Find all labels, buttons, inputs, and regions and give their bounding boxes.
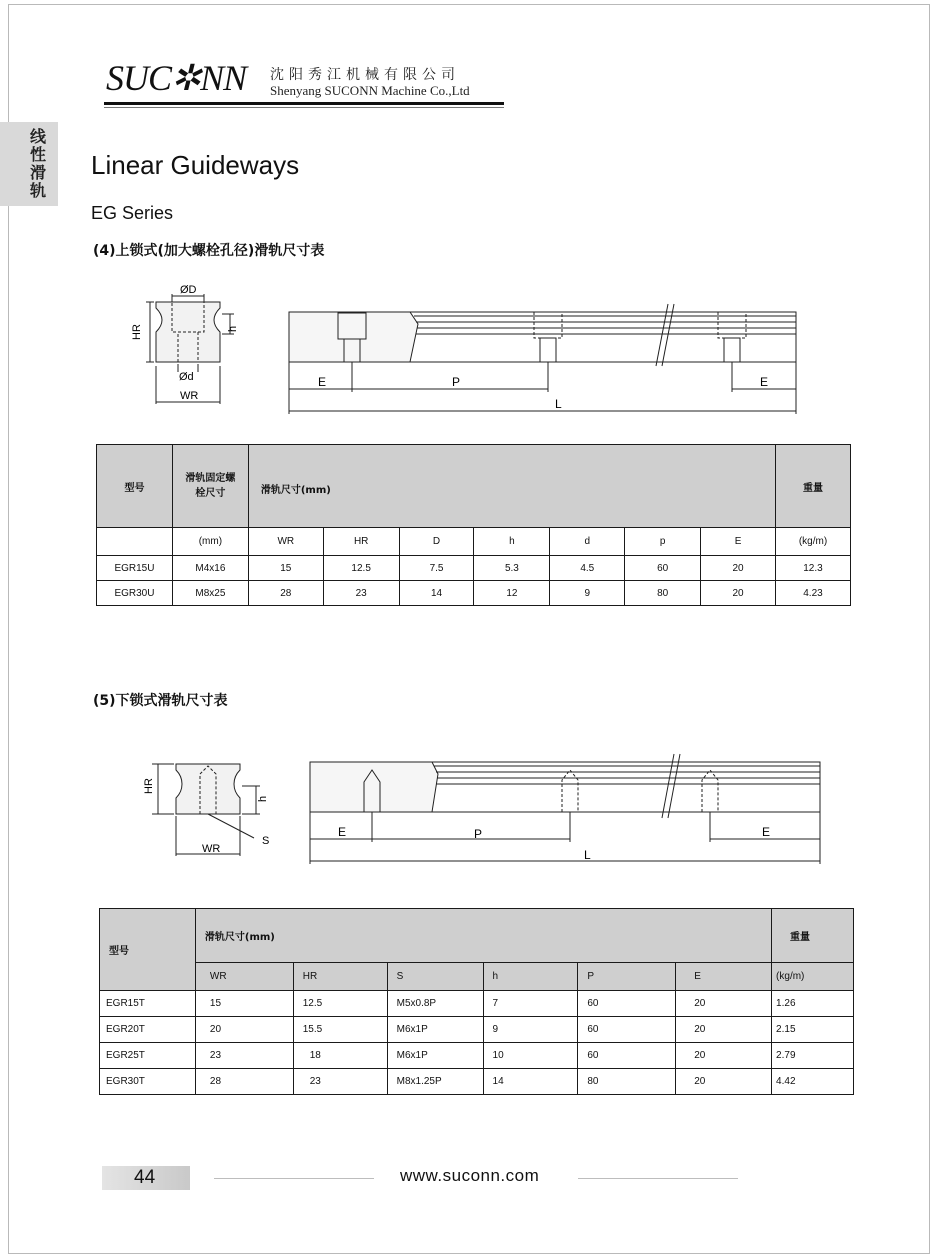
- label-e-right: E: [760, 375, 769, 389]
- unit-empty: [97, 528, 173, 556]
- page-title: Linear Guideways: [91, 150, 300, 180]
- col-wr: WR: [248, 528, 323, 556]
- cell: 20: [676, 1017, 772, 1043]
- cell: 28: [248, 581, 323, 606]
- cell: 12.3: [775, 556, 850, 581]
- side-tab-label: 线性滑轨: [30, 127, 47, 200]
- unit-kg-m: (kg/m): [775, 528, 850, 556]
- cell: 7: [483, 991, 578, 1017]
- cell: 4.5: [550, 556, 625, 581]
- label-e-left: E: [338, 825, 347, 839]
- page-number: 44: [134, 1167, 156, 1188]
- company-logo: [104, 58, 504, 102]
- cell: 2.15: [772, 1017, 854, 1043]
- cell: 9: [483, 1017, 578, 1043]
- cell: 20: [676, 1043, 772, 1069]
- top-lock-rail-dimension-table: [96, 444, 851, 606]
- col-d-small: d: [550, 528, 625, 556]
- table-row: [100, 1017, 854, 1043]
- cell: 23: [323, 581, 399, 606]
- logo-english-name: Shenyang SUCONN Machine Co.,Ltd: [270, 83, 470, 98]
- cell: 15.5: [293, 1017, 387, 1043]
- footer-rule-right: [578, 1178, 738, 1179]
- header-rail-dims: 滑轨尺寸(mm): [195, 909, 771, 963]
- table-row: [100, 1069, 854, 1095]
- cell: M8x25: [172, 581, 248, 606]
- cell: 12.5: [293, 991, 387, 1017]
- cell: M8x1.25P: [387, 1069, 483, 1095]
- cell: 15: [195, 991, 293, 1017]
- cell: 20: [676, 991, 772, 1017]
- label-hr: HR: [131, 324, 143, 340]
- cell: 12.5: [323, 556, 399, 581]
- label-wr: WR: [180, 390, 199, 402]
- header-bolt-size-text: 滑轨固定螺栓尺寸: [185, 473, 236, 499]
- header-bolt-size: [172, 445, 248, 528]
- section-4-heading: (4)上锁式(加大螺栓孔径)滑轨尺寸表: [93, 243, 325, 259]
- cell: 1.26: [772, 991, 854, 1017]
- cell: 15: [248, 556, 323, 581]
- cell: 60: [578, 1017, 676, 1043]
- label-od: ØD: [180, 284, 197, 296]
- cell: 60: [578, 991, 676, 1017]
- cell: 12: [474, 581, 550, 606]
- col-d-large: D: [399, 528, 474, 556]
- label-p: P: [474, 827, 483, 841]
- footer-website-link[interactable]: www.suconn.com: [400, 1166, 540, 1185]
- unit-mm: (mm): [172, 528, 248, 556]
- label-l: L: [584, 848, 591, 862]
- cell: 20: [701, 556, 776, 581]
- unit-kg-m: (kg/m): [772, 963, 854, 991]
- table-row: [97, 581, 851, 606]
- footer-rule-left: [214, 1178, 374, 1179]
- label-e-left: E: [318, 375, 327, 389]
- cell: 9: [550, 581, 625, 606]
- cell: 60: [625, 556, 701, 581]
- logo-rule-thin: [104, 107, 504, 108]
- cell: 20: [195, 1017, 293, 1043]
- rail-side-view-diagram-bottom-lock: [304, 750, 828, 868]
- header-model: 型号: [100, 909, 196, 991]
- label-s: S: [262, 835, 270, 847]
- label-wr: WR: [202, 843, 221, 855]
- col-p: p: [625, 528, 701, 556]
- logo-wordmark: SUC✲NN: [106, 58, 247, 98]
- header-weight: 重量: [775, 445, 850, 528]
- cell: M6x1P: [387, 1043, 483, 1069]
- cell: EGR25T: [100, 1043, 196, 1069]
- cell: 80: [578, 1069, 676, 1095]
- label-hr: HR: [143, 778, 155, 794]
- header-weight: 重量: [772, 909, 854, 963]
- label-h: h: [227, 325, 239, 332]
- table-row: [97, 556, 851, 581]
- cell: 10: [483, 1043, 578, 1069]
- col-hr: HR: [323, 528, 399, 556]
- rail-cross-section-diagram-bottom-lock: [132, 756, 292, 860]
- col-hr: HR: [293, 963, 387, 991]
- label-od-small: Ød: [179, 371, 194, 383]
- cell: M6x1P: [387, 1017, 483, 1043]
- cell: 23: [195, 1043, 293, 1069]
- cell: M4x16: [172, 556, 248, 581]
- col-s: S: [387, 963, 483, 991]
- header-rail-dims: 滑轨尺寸(mm): [248, 445, 775, 528]
- chapter-side-tab: [0, 122, 58, 206]
- label-p: P: [452, 375, 461, 389]
- cell: 20: [701, 581, 776, 606]
- cell: 23: [293, 1069, 387, 1095]
- label-e-right: E: [762, 825, 771, 839]
- series-subtitle: EG Series: [91, 203, 174, 223]
- cell: EGR30U: [97, 581, 173, 606]
- cell: M5x0.8P: [387, 991, 483, 1017]
- cell: EGR15T: [100, 991, 196, 1017]
- logo-chinese-name: 沈阳秀江机械有限公司: [270, 67, 460, 83]
- cell: 2.79: [772, 1043, 854, 1069]
- bottom-lock-rail-dimension-table: [99, 908, 854, 1095]
- col-h: h: [483, 963, 578, 991]
- label-h: h: [257, 795, 269, 802]
- cell: 4.42: [772, 1069, 854, 1095]
- cell: 20: [676, 1069, 772, 1095]
- rail-cross-section-diagram-top-lock: [110, 282, 250, 410]
- cell: EGR15U: [97, 556, 173, 581]
- col-e: E: [701, 528, 776, 556]
- logo-rule: [104, 102, 504, 105]
- table-row: [100, 991, 854, 1017]
- cell: EGR30T: [100, 1069, 196, 1095]
- cell: 14: [399, 581, 474, 606]
- cell: 14: [483, 1069, 578, 1095]
- col-p: P: [578, 963, 676, 991]
- section-5-heading: (5)下锁式滑轨尺寸表: [93, 693, 228, 709]
- cell: 5.3: [474, 556, 550, 581]
- cell: 80: [625, 581, 701, 606]
- col-h: h: [474, 528, 550, 556]
- label-l: L: [555, 397, 562, 411]
- col-wr: WR: [195, 963, 293, 991]
- cell: 28: [195, 1069, 293, 1095]
- col-e: E: [676, 963, 772, 991]
- cell: 60: [578, 1043, 676, 1069]
- header-model: 型号: [97, 445, 173, 528]
- table-row: [100, 1043, 854, 1069]
- rail-side-view-diagram-top-lock: [282, 300, 806, 418]
- cell: EGR20T: [100, 1017, 196, 1043]
- cell: 7.5: [399, 556, 474, 581]
- cell: 18: [293, 1043, 387, 1069]
- cell: 4.23: [775, 581, 850, 606]
